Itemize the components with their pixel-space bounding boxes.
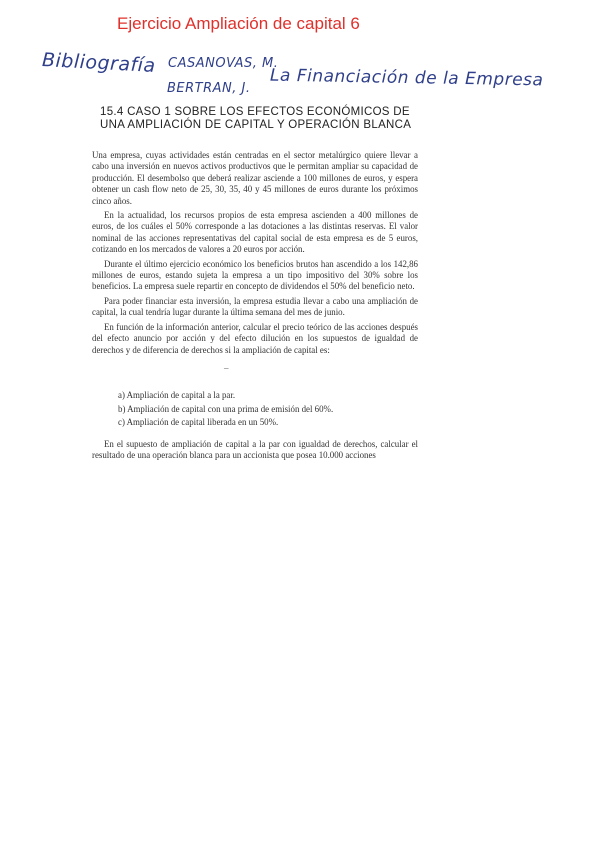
paragraph: Para poder financiar esta inversión, la empresa estudia llevar a cabo una ampliación de capital, la cual tendría lugar durante la última semana del mes de junio. xyxy=(92,295,418,318)
paragraph: Durante el último ejercicio económico los beneficios brutos han ascendido a los 142,86 millones de euros, estando sujeta la empresa a un tipo impositivo del 30% sobre los beneficios. La empresa suele repartir en concepto de dividendos el 50% del beneficio neto. xyxy=(92,258,418,292)
page-title: Ejercicio Ampliación de capital 6 xyxy=(117,14,360,33)
handwritten-bibliografia: Bibliografía xyxy=(41,49,157,77)
paragraph: En la actualidad, los recursos propios de esta empresa ascienden a 400 millones de euros, de los cuáles el 50% corresponde a las dotaciones a las distintas reservas. El valor nominal de las acciones representativas del capital social de esta empresa es de 5 euros, cotizando en los mercados de valores a 20 euros por acción. xyxy=(92,210,418,255)
paragraph: Una empresa, cuyas actividades están centradas en el sector metalúrgico quiere llevar a cabo una inversión en nuevos activos productivos que le permitan ampliar su capacidad de producción. El desembolso que deberá realizar asciende a 100 millones de euros, y espera obtener un cash flow neto de 25, 30, 35, 40 y 45 millones de euros durante los próximos cinco años. xyxy=(92,150,418,206)
section-heading xyxy=(100,106,420,132)
options-list xyxy=(118,390,418,428)
list-item: b) Ampliación de capital con una prima de emisión del 60%. xyxy=(118,403,334,414)
section-heading-line-1: 15.4 CASO 1 SOBRE LOS EFECTOS ECONÓMICOS DE xyxy=(100,106,410,118)
handwritten-book-title: La Financiación de la Empresa xyxy=(269,65,544,91)
paragraph: En función de la información anterior, calcular el precio teórico de las acciones después del efecto anuncio por acción y del efecto dilución en los supuestos de igualdad de derechos y de diferencia de derechos si la ampliación de capital es: xyxy=(92,321,418,355)
list-item: c) Ampliación de capital liberada en un 50%. xyxy=(118,417,279,428)
handwritten-author-2: BERTRAN, J. xyxy=(167,81,251,96)
handwritten-author-1: CASANOVAS, M. xyxy=(168,56,279,71)
section-heading-line-2: UNA AMPLIACIÓN DE CAPITAL Y OPERACIÓN BLANCA xyxy=(100,119,412,131)
paragraph: En el supuesto de ampliación de capital a la par con igualdad de derechos, calcular el resultado de una operación blanca para un accionista que posea 10.000 acciones xyxy=(92,438,418,460)
dash-mark: – xyxy=(224,362,229,373)
list-item: a) Ampliación de capital a la par. xyxy=(118,390,236,401)
document-body xyxy=(92,150,418,464)
